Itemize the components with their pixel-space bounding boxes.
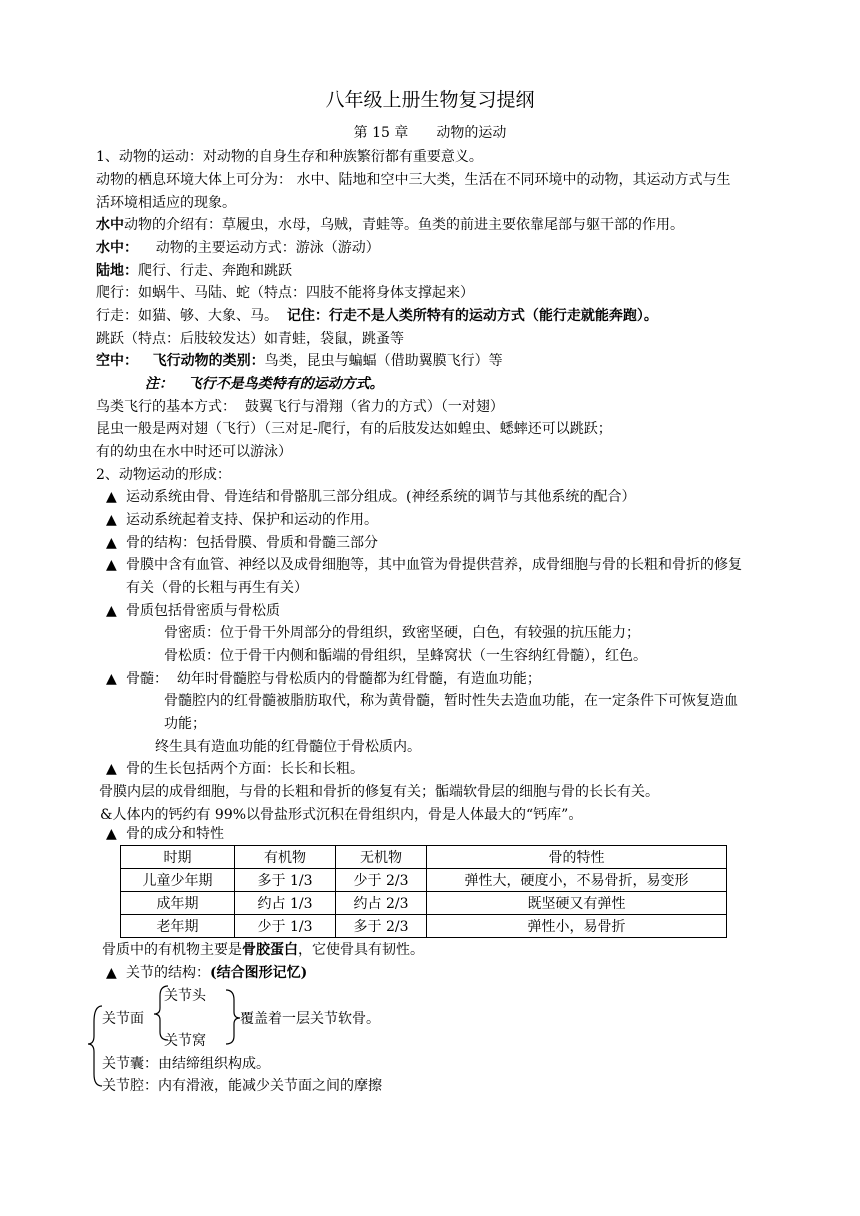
text-line: 有的幼虫在水中时还可以游泳）: [96, 444, 292, 460]
chapter-heading: [0, 123, 860, 143]
bullet-line: ▲ 骨的结构：包括骨膜、骨质和骨髓三部分: [106, 532, 378, 555]
text-line: 陆地：爬行、行走、奔跑和跳跃: [96, 263, 292, 279]
table-header-cell: 骨的特性: [427, 846, 727, 869]
triangle-bullet-icon: ▲: [106, 557, 117, 573]
bone-composition-table: [120, 845, 727, 938]
table-cell: 约占 2/3: [336, 892, 427, 915]
text-line: 活环境相适应的现象。: [96, 195, 236, 211]
table-row: [121, 915, 727, 938]
text-line: 水中动物的介绍有：草履虫，水母，乌贼，青蛙等。鱼类的前进主要依靠尾部与躯干部的作用。: [96, 217, 684, 233]
triangle-bullet-icon: ▲: [106, 826, 117, 842]
bullet-line: ▲ 骨的生长包括两个方面：长长和长粗。: [106, 758, 364, 781]
text-line: 有关（骨的长粗与再生有关）: [126, 580, 308, 596]
joint-head-label: 关节头: [164, 988, 206, 1004]
table-row: [121, 892, 727, 915]
table-cell: 少于 2/3: [336, 869, 427, 892]
bullet-line: ▲ 骨质包括骨密质与骨松质: [106, 600, 280, 623]
table-header-cell: 无机物: [336, 846, 427, 869]
joint-surface-label: 关节面: [102, 1011, 144, 1027]
triangle-bullet-icon: ▲: [106, 489, 117, 505]
text-line: &人体内的钙约有 99%以骨盐形式沉积在骨组织内，骨是人体最大的“钙库”。: [100, 807, 583, 823]
joint-capsule-line: 关节囊：由结缔组织构成。: [102, 1056, 270, 1072]
triangle-bullet-icon: ▲: [106, 603, 117, 619]
text-line: 骨质中的有机物主要是骨胶蛋白，它使骨具有韧性。: [102, 942, 424, 958]
joint-socket-label: 关节窝: [164, 1033, 206, 1049]
text-line: 水中： 动物的主要运动方式：游泳（游动）: [96, 240, 380, 256]
text-line: 骨膜内层的成骨细胞，与骨的长粗和骨折的修复有关；骺端软骨层的细胞与骨的长长有关。: [99, 784, 659, 800]
text-line: 终生具有造血功能的红骨髓位于骨松质内。: [155, 739, 421, 755]
table-cell: 少于 1/3: [235, 915, 336, 938]
text-line: 骨密质：位于骨干外周部分的骨组织，致密坚硬，白色，有较强的抗压能力；: [164, 625, 640, 641]
text-line: 爬行：如蜗牛、马陆、蛇（特点：四肢不能将身体支撑起来）: [96, 285, 474, 301]
table-cell: 既坚硬又有弹性: [427, 892, 727, 915]
bullet-line: ▲ 运动系统由骨、骨连结和骨骼肌三部分组成。(神经系统的调节与其他系统的配合）: [106, 486, 635, 509]
joint-cartilage-note: 覆盖着一层关节软骨。: [240, 1011, 380, 1027]
text-line: 骨松质：位于骨干内侧和骺端的骨组织，呈蜂窝状（一生容纳红骨髓），红色。: [164, 648, 647, 664]
text-line: 功能；: [164, 716, 206, 732]
text-line: 骨髓腔内的红骨髓被脂肪取代，称为黄骨髓，暂时性失去造血功能，在一定条件下可恢复造血: [164, 693, 738, 709]
text-line: 行走：如猫、够、大象、马。 记住：行走不是人类所特有的运动方式（能行走就能奔跑）。: [96, 308, 658, 324]
note-line: 注： 飞行不是鸟类特有的运动方式。: [145, 376, 384, 392]
chapter-number: 第 15 章: [353, 125, 409, 141]
bullet-line: ▲ 关节的结构：(结合图形记忆): [106, 962, 307, 985]
outer-left-brace: [88, 1006, 102, 1086]
page-title: 八年级上册生物复习提纲: [325, 89, 535, 111]
table-cell: 成年期: [121, 892, 235, 915]
table-cell: 弹性大，硬度小，不易骨折，易变形: [427, 869, 727, 892]
triangle-bullet-icon: ▲: [106, 965, 117, 981]
joint-cavity-line: 关节腔：内有滑液，能减少关节面之间的摩擦: [102, 1078, 382, 1094]
table-cell: 多于 2/3: [336, 915, 427, 938]
triangle-bullet-icon: ▲: [106, 671, 117, 687]
table-header-row: [121, 846, 727, 869]
table-header-cell: 时期: [121, 846, 235, 869]
triangle-bullet-icon: ▲: [106, 512, 117, 528]
text-line: 昆虫一般是两对翅（飞行）（三对足-爬行，有的后肢发达如蝗虫、蟋蟀还可以跳跃；: [96, 421, 612, 437]
text-line: 跳跃（特点：后肢较发达）如青蛙，袋鼠，跳蚤等: [96, 331, 404, 347]
table-cell: 儿童少年期: [121, 869, 235, 892]
text-line: 空中： 飞行动物的类别：鸟类，昆虫与蝙蝠（借助翼膜飞行）等: [96, 353, 503, 369]
text-line: 1、动物的运动：对动物的自身生存和种族繁衍都有重要意义。: [96, 149, 483, 165]
table-cell: 弹性小，易骨折: [427, 915, 727, 938]
table-cell: 老年期: [121, 915, 235, 938]
triangle-bullet-icon: ▲: [106, 535, 117, 551]
bullet-line: ▲ 骨膜中含有血管、神经以及成骨细胞等，其中血管为骨提供营养，成骨细胞与骨的长粗和骨折的修复: [106, 554, 742, 577]
table-header-cell: 有机物: [235, 846, 336, 869]
text-line: 鸟类飞行的基本方式： 鼓翼飞行与滑翔（省力的方式）（一对翅）: [96, 399, 504, 415]
table-cell: 多于 1/3: [235, 869, 336, 892]
surface-right-brace: [226, 990, 240, 1044]
text-line: 动物的栖息环境大体上可分为： 水中、陆地和空中三大类，生活在不同环境中的动物，其运动方式与生: [96, 172, 731, 188]
bullet-line: ▲ 运动系统起着支持、保护和运动的作用。: [106, 509, 378, 532]
chapter-name: 动物的运动: [436, 125, 507, 141]
table-row: [121, 869, 727, 892]
table-cell: 约占 1/3: [235, 892, 336, 915]
bullet-line: ▲ 骨的成分和特性: [106, 823, 224, 846]
bullet-line: ▲ 骨髓： 幼年时骨髓腔与骨松质内的骨髓都为红骨髓，有造血功能；: [106, 668, 541, 691]
text-line: 2、动物运动的形成：: [96, 467, 231, 483]
triangle-bullet-icon: ▲: [106, 761, 117, 777]
